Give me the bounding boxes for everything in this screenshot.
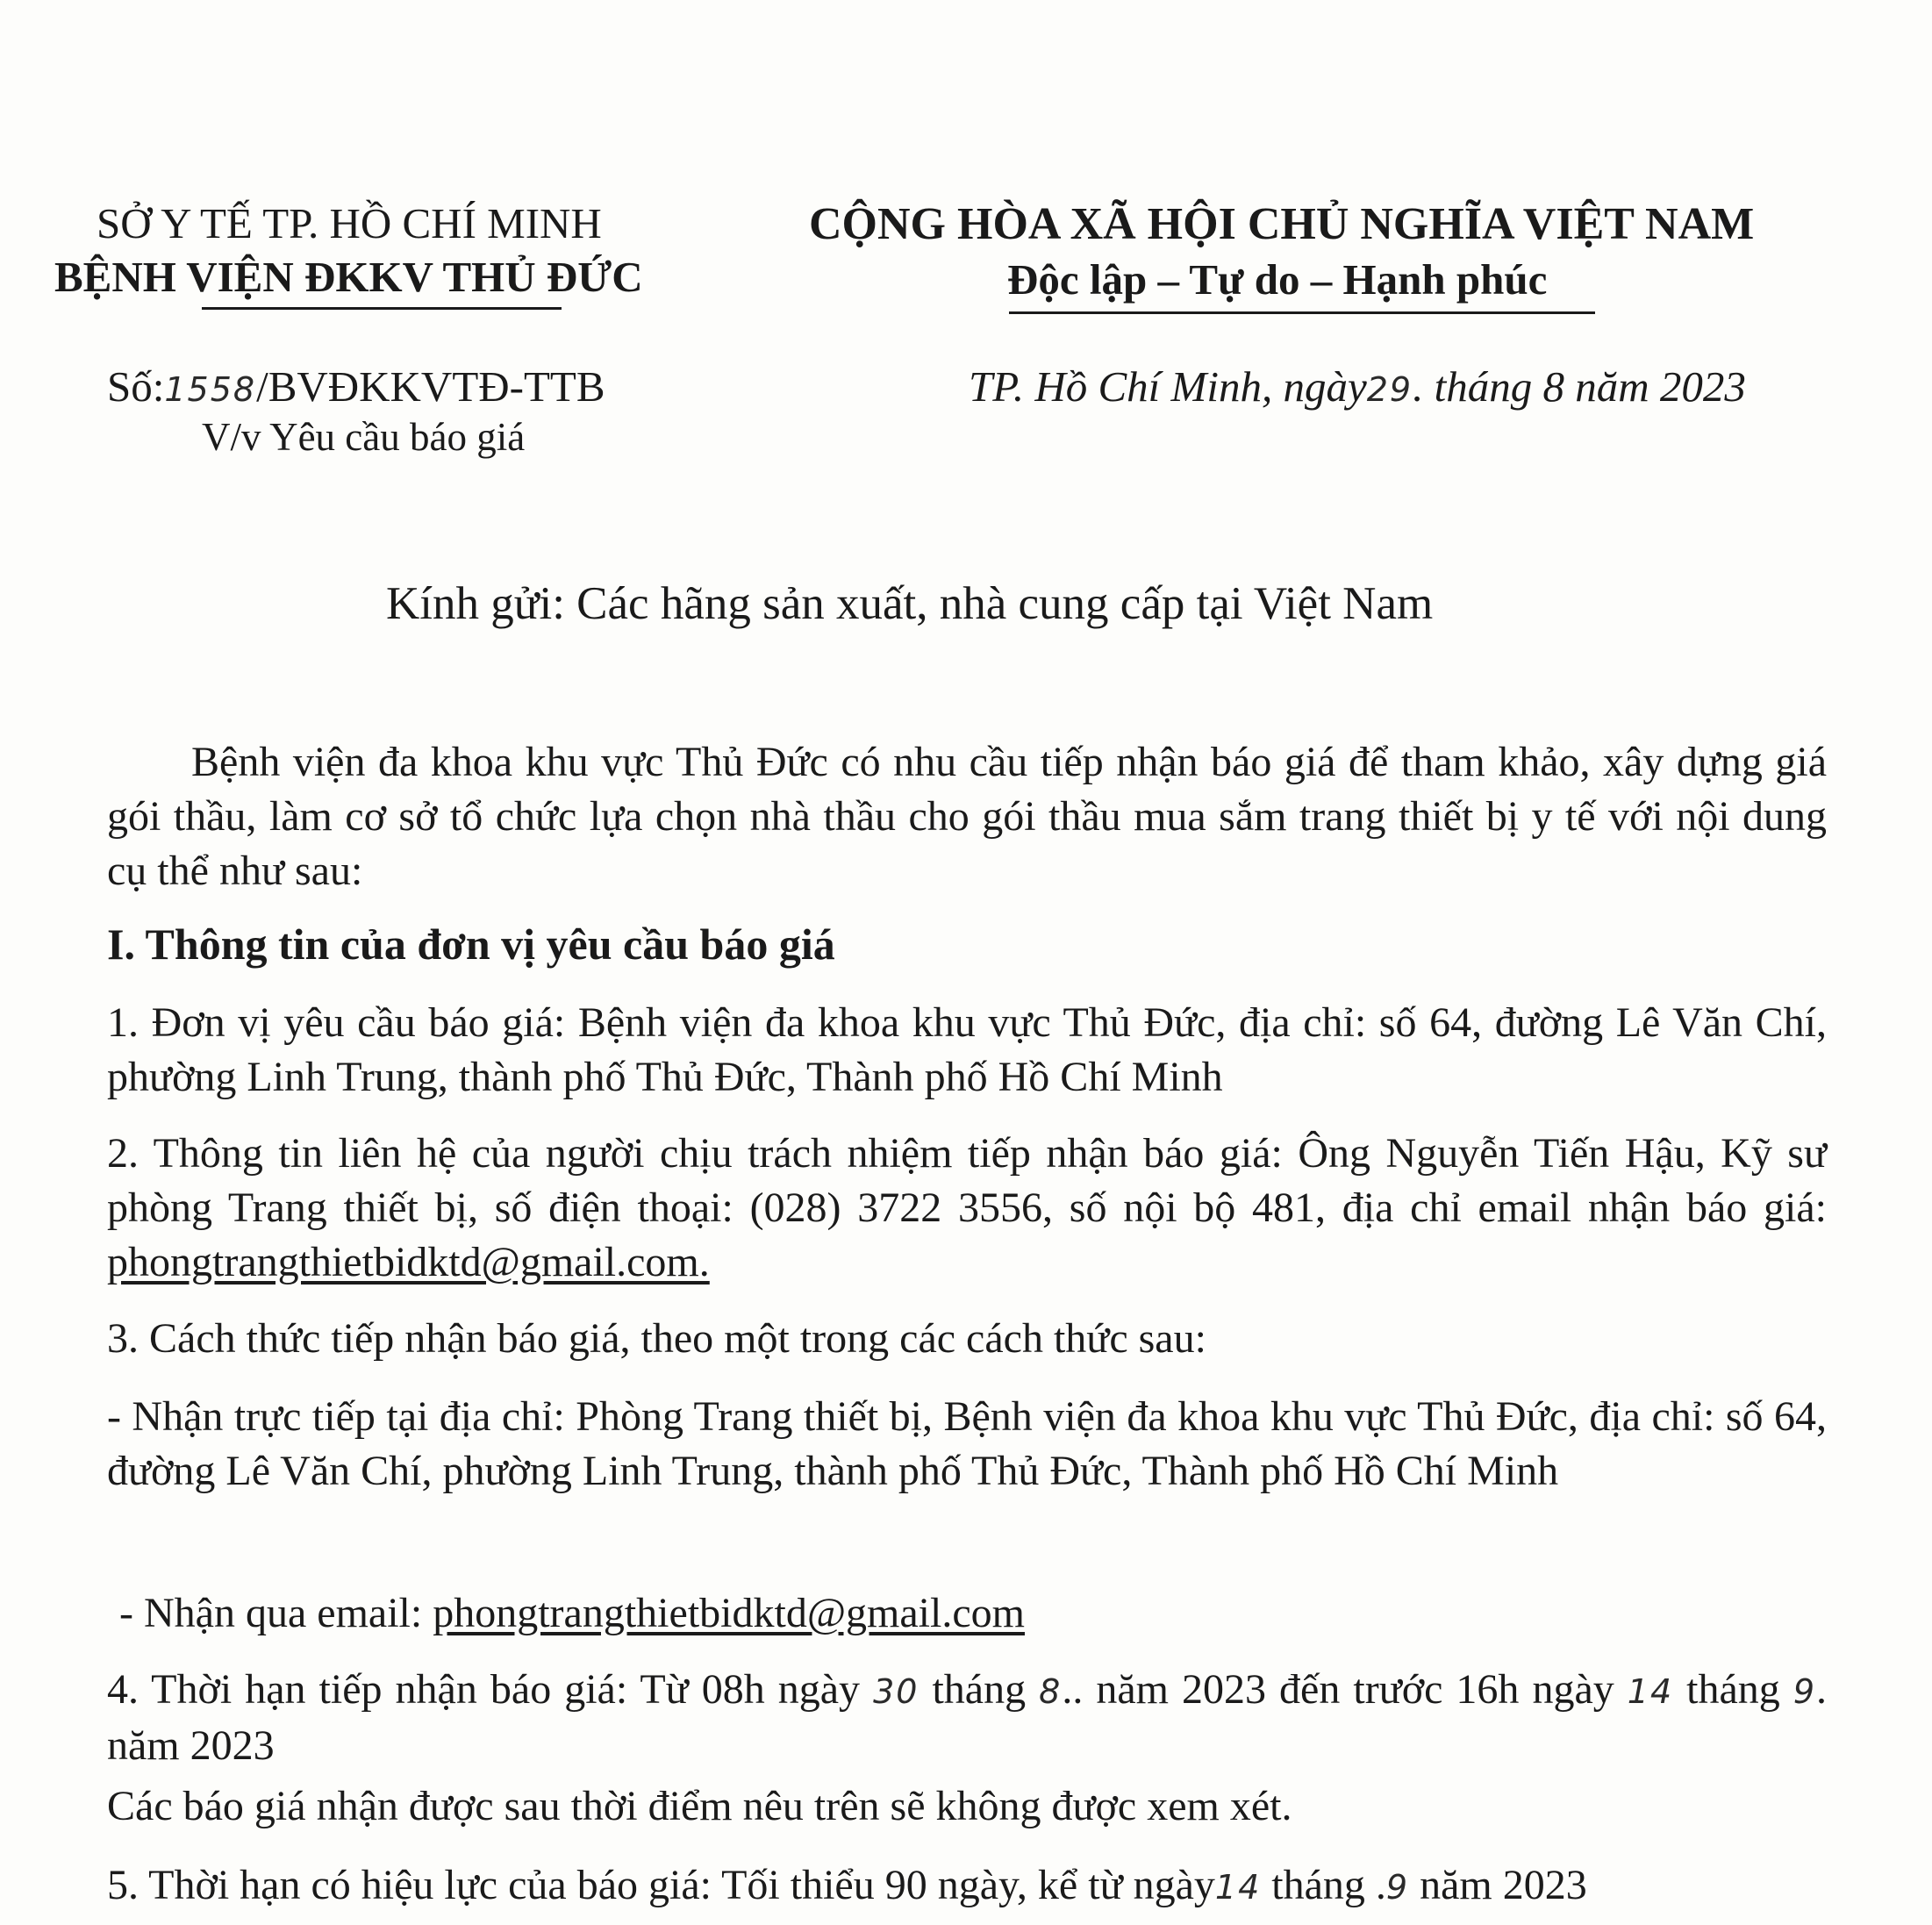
item-3-method: 3. Cách thức tiếp nhận báo giá, theo một trong các cách thức sau: (107, 1315, 1206, 1362)
handwritten-start-month: 8 (1039, 1672, 1063, 1711)
document-number-suffix: /BVĐKKVTĐ-TTB (256, 362, 605, 411)
item-5-text-1: 5. Thời hạn có hiệu lực của báo giá: Tối thiểu 90 ngày, kể từ ngày (107, 1862, 1215, 1908)
contact-email-link[interactable]: phongtrangthietbidktd@gmail.com. (107, 1239, 710, 1285)
item-4-text-4: tháng (1673, 1666, 1793, 1713)
nation-title: CỘNG HÒA XÃ HỘI CHỦ NGHĨA VIỆT NAM (809, 199, 1755, 249)
nation-motto: Độc lập – Tự do – Hạnh phúc (1007, 255, 1548, 304)
recipient-line: Kính gửi: Các hãng sản xuất, nhà cung cấp tại Việt Nam (386, 578, 1434, 629)
handwritten-validity-day: 14 (1214, 1868, 1262, 1907)
item-4-text-3: .. năm 2023 đến trước 16h ngày (1062, 1666, 1628, 1713)
item-5-text-3: năm 2023 (1409, 1862, 1587, 1908)
date-prefix: TP. Hồ Chí Minh, ngày (969, 362, 1367, 411)
handwritten-number: 1558 (164, 370, 257, 409)
item-4-text-2: tháng (919, 1666, 1040, 1713)
item-4-text-1: 4. Thời hạn tiếp nhận báo giá: Từ 08h ngày (107, 1666, 874, 1713)
handwritten-validity-month: 9 (1385, 1868, 1410, 1907)
handwritten-start-day: 30 (873, 1672, 919, 1711)
document-number (107, 361, 605, 411)
item-3b-email (119, 1586, 1839, 1641)
document-subject: V/v Yêu cầu báo giá (202, 415, 526, 459)
document-date (969, 361, 1746, 411)
handwritten-end-month: 9 (1792, 1672, 1817, 1711)
item-2-text: 2. Thông tin liên hệ của người chịu trách nhiệm tiếp nhận báo giá: Ông Nguyễn Tiến Hậu, Kỹ sư phòng Trang thiết bị, số điện thoại: (028) 3722 3556, số nội bộ 481, địa chỉ email nhận báo giá: (107, 1130, 1827, 1231)
item-2-contact-info (107, 1127, 1827, 1290)
handwritten-day: 29 (1366, 370, 1413, 409)
section-1-title: I. Thông tin của đơn vị yêu cầu báo giá (107, 920, 835, 969)
item-3b-text: - Nhận qua email: (119, 1590, 433, 1636)
agency-name: SỞ Y TẾ TP. HỒ CHÍ MINH (97, 199, 602, 247)
item-4-text-5: . năm 2023 (107, 1666, 1828, 1769)
hospital-underline (202, 307, 562, 310)
date-month-year: . tháng 8 năm 2023 (1413, 362, 1746, 411)
item-3a-in-person: - Nhận trực tiếp tại địa chỉ: Phòng Trang thiết bị, Bệnh viện đa khoa khu vực Thủ Đức, địa chỉ: số 64, đường Lê Văn Chí, phường Linh Trung, thành phố Thủ Đức, Thành phố Hồ Chí Minh (107, 1393, 1827, 1494)
handwritten-end-day: 14 (1627, 1672, 1674, 1711)
motto-underline (1009, 311, 1595, 314)
item-5-validity (107, 1858, 1827, 1914)
hospital-name: BỆNH VIỆN ĐKKV THỦ ĐỨC (54, 253, 643, 301)
submission-email-link[interactable]: phongtrangthietbidktd@gmail.com (433, 1590, 1025, 1636)
intro-paragraph: Bệnh viện đa khoa khu vực Thủ Đức có nhu cầu tiếp nhận báo giá để tham khảo, xây dựng giá gói thầu, làm cơ sở tổ chức lựa chọn nhà thầu cho gói thầu mua sắm trang thiết bị y tế với nội dung cụ thể như sau: (107, 739, 1827, 894)
item-5-text-2: tháng . (1261, 1862, 1386, 1908)
item-1-requesting-unit: 1. Đơn vị yêu cầu báo giá: Bệnh viện đa khoa khu vực Thủ Đức, địa chỉ: số 64, đường Lê Văn Chí, phường Linh Trung, thành phố Thủ Đức, Thành phố Hồ Chí Minh (107, 999, 1827, 1100)
item-4-deadline (107, 1663, 1827, 1773)
document-number-prefix: Số: (107, 362, 165, 411)
item-4-note: Các báo giá nhận được sau thời điểm nêu trên sẽ không được xem xét. (107, 1783, 1292, 1829)
